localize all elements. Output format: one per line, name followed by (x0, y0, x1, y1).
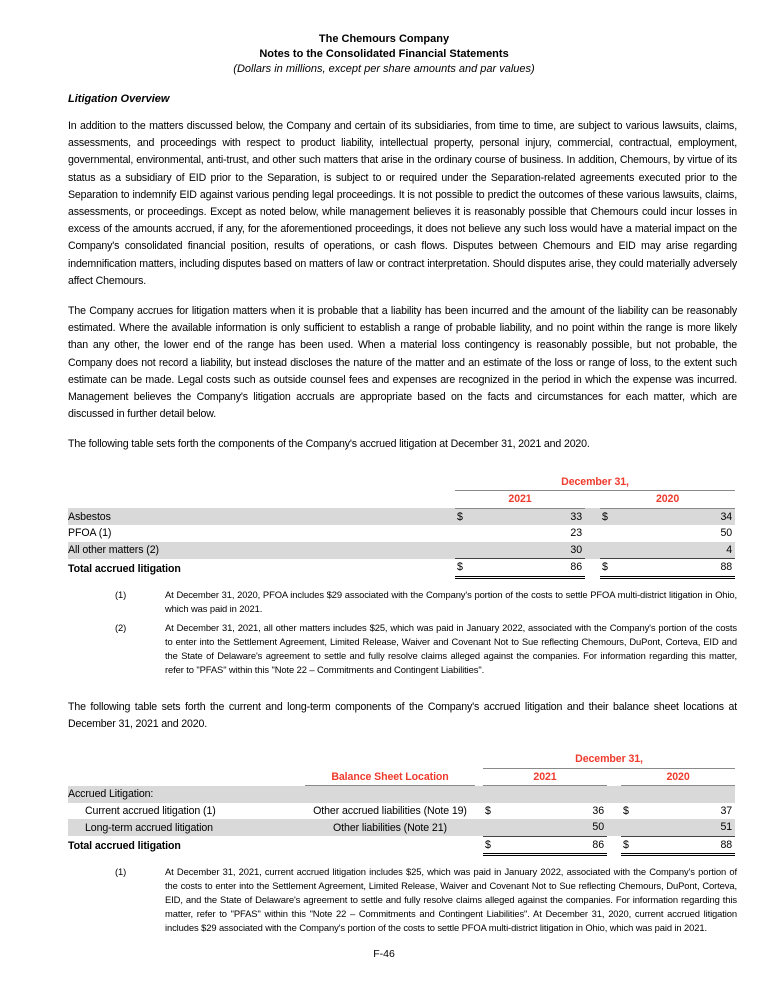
currency-symbol: $ (600, 508, 616, 525)
row-label: Current accrued litigation (1) (85, 804, 216, 817)
table1-intro: The following table sets forth the components of the Company's accrued litigation at December 31, 2021 and 2020. (68, 438, 590, 451)
paragraph-litigation-2: The Company accrues for litigation matters when it is probable that a liability has been incurred and the amount of the liability can be reasonably estimated. Where the available information is only sufficient to establish a range of probable liability, and no point within the range is more likely than any other, the lower end of the range has been used. When a material loss contingency is reasonably possible, but not probable, the Company does not record a liability, but instead discloses the nature of the matter and an estimate of the loss or range of loss, to the extent such estimate can be made. Legal costs such as outside counsel fees and expenses are recognized in the period in which the expense was incurred. Management believes the Company's litigation accruals are appropriate based on the facts and circumstances for each matter, which are discussed in further detail below. (68, 305, 737, 421)
section-row-label: Accrued Litigation: (68, 786, 735, 803)
table2-column-header-row (68, 768, 735, 786)
table-row-total-accrued-litigation (68, 836, 735, 855)
currency-symbol: $ (623, 804, 629, 817)
doc-header (0, 32, 768, 77)
value-2021: 50 (499, 819, 607, 836)
table2-col-2020: 2020 (621, 768, 735, 786)
balance-sheet-location: Other accrued liabilities (Note 19) (313, 804, 467, 817)
value-2021: 86 (499, 836, 607, 855)
footnote-number: (1) (115, 866, 127, 878)
row-label: Total accrued litigation (68, 562, 181, 575)
table2-intro: The following table sets forth the current and long-term components of the Company's accrued litigation and their balance sheet locations at December 31, 2021 and 2020. (68, 700, 737, 730)
row-label: Total accrued litigation (68, 840, 181, 853)
value-2020: 50 (720, 527, 733, 540)
table-row-all-other-matters (68, 542, 735, 559)
currency-symbol: $ (485, 804, 491, 817)
table-row-pfoa (68, 525, 735, 542)
table-row-accrued-litigation-section (68, 786, 735, 803)
value-2020: 88 (637, 836, 735, 855)
accrued-litigation-components-table (68, 474, 737, 579)
value-2020: 88 (616, 559, 735, 578)
value-2021: 23 (570, 527, 582, 540)
table2-group-header-row (68, 751, 735, 768)
table2-group-header: December 31, (483, 751, 735, 768)
row-label: PFOA (1) (68, 527, 112, 540)
table-row-current-accrued-litigation (68, 803, 735, 820)
table-row-total-accrued-litigation (68, 559, 735, 578)
page-number: F-46 (373, 948, 395, 960)
footnote-text: At December 31, 2020, PFOA includes $29 associated with the Company's portion of the costs to settle PFOA multi-district litigation in Ohio, which was paid in 2021. (165, 588, 737, 614)
row-label: All other matters (2) (68, 542, 455, 559)
table1-footnotes (68, 588, 737, 677)
table2-col-2021: 2021 (483, 768, 607, 786)
footnote (68, 588, 737, 616)
footnote-text: At December 31, 2021, current accrued litigation includes $25, which was paid in January 2022, associated with the Company's portion of the costs to enter into the Settlement Agreement, Limited Release, Waiver and Covenant Not to Sue reflecting Chemours, DuPont, Corteva, EID, and the State of Delaware's agreement to settle and fully resolve claims alleged against the companies. For information regarding this matter, refer to "PFAS" within this "Note 22 – Commitments and Contingent Liabilities". At December 31, 2020, current accrued litigation includes $29 associated with the Company's portion of the costs to settle PFOA multi-district litigation in Ohio, which was paid in 2021. (165, 866, 737, 934)
table-row-long-term-accrued-litigation (68, 819, 735, 836)
value-2020: 34 (616, 508, 735, 525)
company-name: The Chemours Company (318, 33, 450, 45)
value-2020: 37 (720, 804, 733, 817)
table1-col-2020: 2020 (600, 491, 735, 509)
currency-symbol: $ (483, 836, 499, 855)
value-2021: 36 (592, 804, 604, 817)
section-heading: Litigation Overview (68, 93, 170, 105)
footnote (68, 621, 737, 677)
footnote-text: At December 31, 2021, all other matters includes $25, which was paid in January 2022, associated with the Company's portion of the costs to enter into the Settlement Agreement, Limited Release, Waiver and Covenant Not to Sue reflecting Chemours, DuPont, Corteva, EID and the State of Delaware's agreement to settle and fully resolve claims alleged against the companies. For information regarding this matter, refer to "PFAS" within this "Note 22 – Commitments and Contingent Liabilities". (165, 621, 737, 675)
paragraph-litigation-1: In addition to the matters discussed below, the Company and certain of its subsidiaries, from time to time, are subject to various lawsuits, claims, assessments, and proceedings with respect to product liability, intellectual property, personal injury, commercial, contractual, employment, governmental, environmental, anti-trust, and other such matters that arise in the ordinary course of business. In addition, Chemours, by virtue of its status as a subsidiary of EID prior to the Separation, is subject to or required under the Separation-related agreements executed prior to the Separation to indemnify EID against various pending legal proceedings. It is not possible to predict the outcomes of these various lawsuits, claims, assessments, or proceedings. Except as noted below, while management believes it is reasonably possible that Chemours could incur losses in excess of the amounts accrued, if any, for the aforementioned proceedings, it does not believe any such loss would have a material impact on the Company's consolidated financial position, results of operations, or cash flows. Disputes between Chemours and EID may arise regarding indemnification matters, including disputes based on matters of law or contract interpretation. Should disputes arise, they could materially adversely affect Chemours. (68, 120, 737, 287)
currency-symbol: $ (600, 559, 616, 578)
row-label: Asbestos (68, 508, 455, 525)
value-2020: 4 (616, 542, 735, 559)
table1-group-header-row (68, 474, 735, 491)
footnote-number: (1) (115, 588, 127, 600)
currency-symbol: $ (455, 508, 471, 525)
currency-symbol: $ (621, 836, 637, 855)
value-2020: 51 (637, 819, 735, 836)
table2-footnotes (68, 865, 737, 935)
accrued-litigation-balance-sheet-table (68, 751, 737, 856)
table1-column-header-row (68, 491, 735, 509)
row-label: Long-term accrued litigation (68, 819, 305, 836)
balance-sheet-location-header: Balance Sheet Location (305, 768, 475, 786)
value-2021: 30 (471, 542, 585, 559)
dollars-note: (Dollars in millions, except per share amounts and par values) (233, 63, 535, 75)
balance-sheet-location: Other liabilities (Note 21) (305, 819, 475, 836)
value-2021: 33 (471, 508, 585, 525)
doc-subtitle: Notes to the Consolidated Financial Statements (259, 48, 509, 60)
footnote (68, 865, 737, 935)
table1-group-header: December 31, (455, 474, 735, 491)
table1-col-2021: 2021 (455, 491, 585, 509)
currency-symbol: $ (455, 559, 471, 578)
table-row-asbestos (68, 508, 735, 525)
value-2021: 86 (471, 559, 585, 578)
footnote-number: (2) (115, 621, 127, 633)
